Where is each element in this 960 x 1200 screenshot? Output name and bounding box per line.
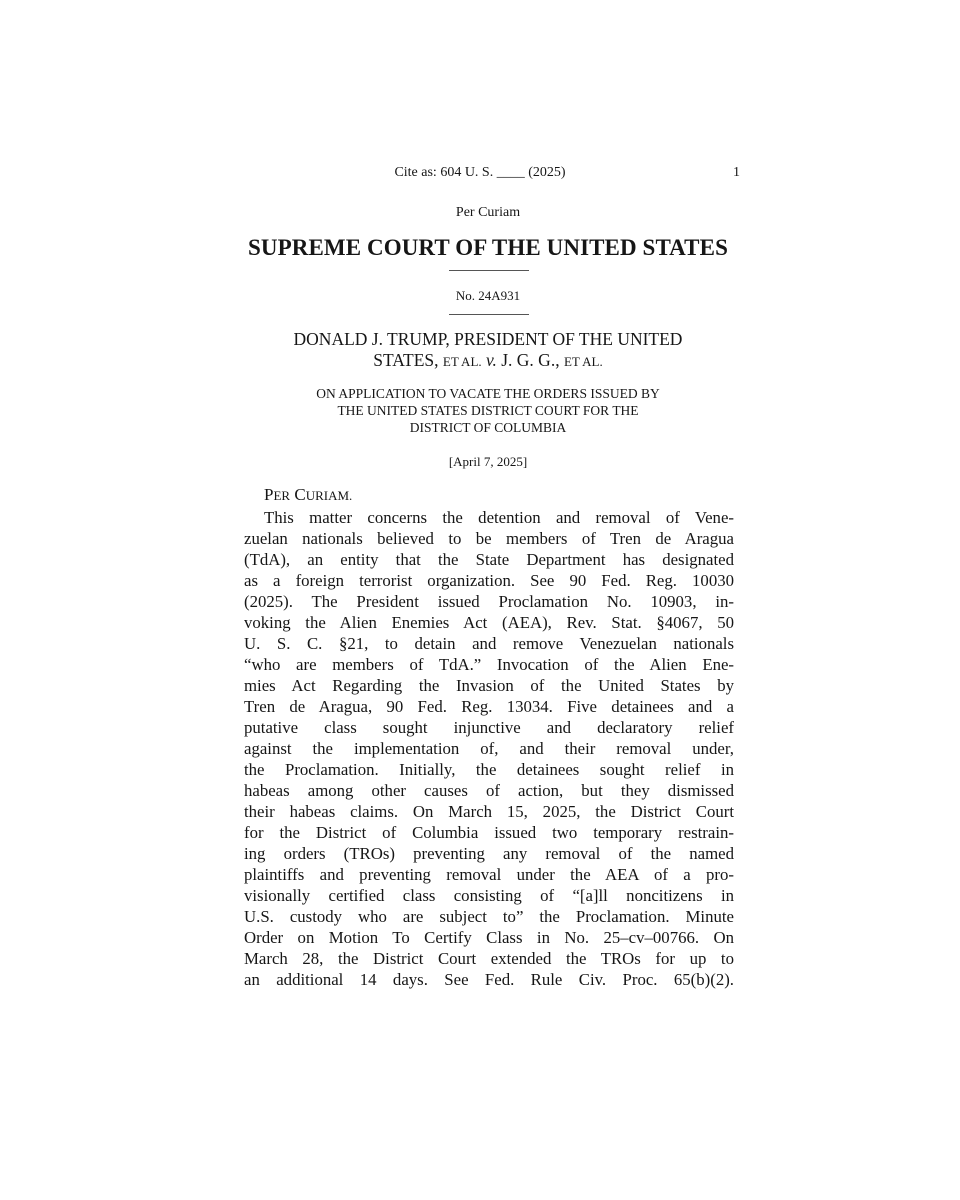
docket-number: No. 24A931: [455, 288, 521, 303]
opinion-line: zuelan nationals believed to be members of Tren de Aragua: [244, 529, 734, 548]
opinion-line: mies Act Regarding the Invasion of the United States by: [244, 676, 734, 695]
opinion-line: plaintiffs and preventing removal under the AEA of a pro-: [244, 865, 734, 884]
opinion-line: Order on Motion To Certify Class in No. 25–cv–00766. On: [244, 928, 734, 947]
application-line: THE UNITED STATES DISTRICT COURT FOR THE: [337, 403, 639, 418]
opinion-line: for the District of Columbia issued two temporary restrain-: [244, 823, 734, 842]
opinion-line: ing orders (TROs) preventing any removal of the named: [244, 844, 734, 863]
application-line: ON APPLICATION TO VACATE THE ORDERS ISSUED BY: [316, 386, 660, 401]
caption-versus: v.: [486, 350, 497, 370]
heading-smallcaps: URIAM.: [305, 488, 353, 503]
decision-date: [April 7, 2025]: [448, 454, 528, 469]
opinion-line: Tren de Aragua, 90 Fed. Reg. 13034. Five detainees and a: [244, 697, 734, 716]
running-head: Per Curiam: [455, 205, 521, 220]
opinion-line: March 28, the District Court extended the TROs for up to: [244, 949, 734, 968]
opinion-line: U. S. C. §21, to detain and remove Venezuelan nationals: [244, 634, 734, 653]
opinion-line: U.S. custody who are subject to” the Proclamation. Minute: [244, 907, 734, 926]
opinion-line: (2025). The President issued Proclamation No. 10903, in-: [244, 592, 734, 611]
opinion-line: an additional 14 days. See Fed. Rule Civ. Proc. 65(b)(2).: [244, 970, 734, 989]
opinion-line: the Proclamation. Initially, the detainees sought relief in: [244, 760, 734, 779]
caption-et-al-1: ET AL.: [442, 354, 482, 369]
court-title: SUPREME COURT OF THE UNITED STATES: [248, 235, 728, 260]
opinion-line: (TdA), an entity that the State Department has designated: [244, 550, 734, 569]
opinion-line: This matter concerns the detention and removal of Vene-: [264, 508, 734, 527]
case-caption: [0, 329, 960, 372]
opinion-line: “who are members of TdA.” Invocation of the Alien Ene-: [244, 655, 734, 674]
heading-letter: P: [264, 485, 274, 504]
opinion-line: habeas among other causes of action, but they dismissed: [244, 781, 734, 800]
opinion-line: putative class sought injunctive and declaratory relief: [244, 718, 734, 737]
page-number: 1: [733, 165, 740, 180]
heading-letter: C: [294, 485, 306, 504]
case-caption-line-2: [0, 350, 960, 372]
application-statement: [0, 385, 960, 436]
opinion-body: [244, 507, 734, 990]
application-line: DISTRICT OF COLUMBIA: [409, 420, 567, 435]
case-caption-line-1: DONALD J. TRUMP, PRESIDENT OF THE UNITED: [293, 329, 683, 349]
heading-smallcaps: ER: [273, 488, 291, 503]
opinion-line: visionally certified class consisting of “[a]ll noncitizens in: [244, 886, 734, 905]
citation-line: Cite as: 604 U. S. ____ (2025): [394, 165, 566, 180]
opinion-line: as a foreign terrorist organization. See 90 Fed. Reg. 10030: [244, 571, 734, 590]
caption-et-al-2: ET AL.: [563, 354, 603, 369]
opinion-line: their habeas claims. On March 15, 2025, the District Court: [244, 802, 734, 821]
opinion-line: against the implementation of, and their removal under,: [244, 739, 734, 758]
docket-divider: [449, 314, 529, 315]
title-divider: [449, 270, 529, 271]
opinion-heading: [264, 485, 352, 505]
caption-party-1: STATES,: [373, 350, 439, 370]
opinion-line: voking the Alien Enemies Act (AEA), Rev. Stat. §4067, 50: [244, 613, 734, 632]
caption-party-2: J. G. G.,: [501, 350, 560, 370]
